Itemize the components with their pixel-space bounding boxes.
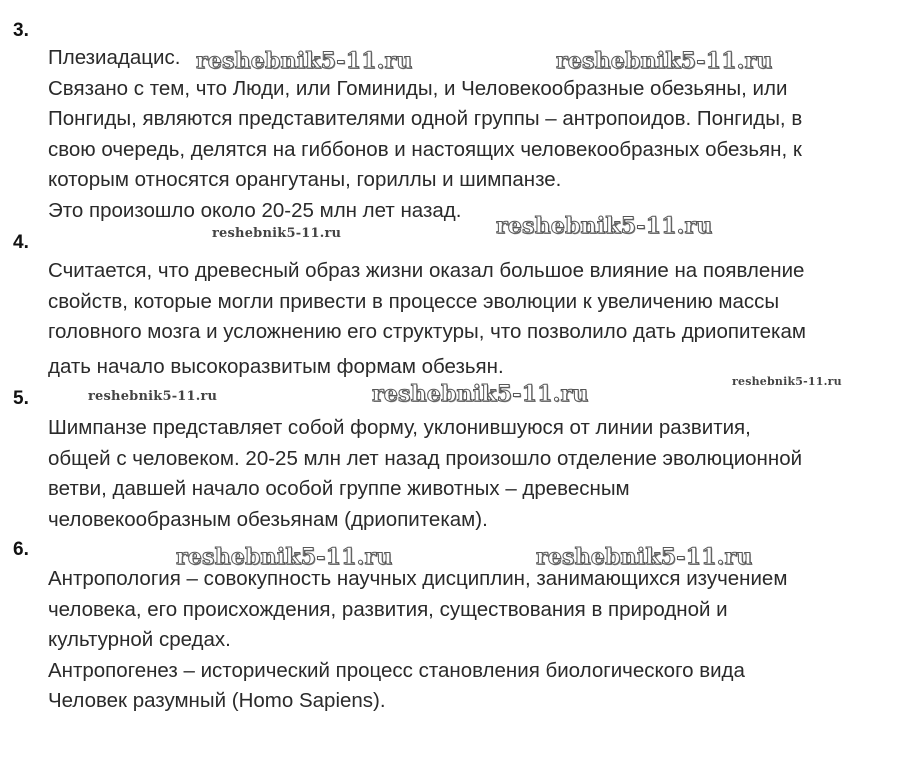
text-line: ветви, давшей начало особой группе животных – древесным (48, 477, 630, 500)
text-line: головного мозга и усложнению его структуры, что позволило дать дриопитекам (48, 320, 806, 343)
text-line: общей с человеком. 20-25 млн лет назад произошло отделение эволюционной (48, 446, 803, 470)
section-5-text (48, 413, 908, 535)
text-line: человекообразным обезьянам (дриопитекам). (48, 507, 488, 531)
text-line: человека, его происхождения, развития, существования в природной и (48, 597, 728, 621)
text-line: дать начало высокоразвитым формам обезьян. (48, 354, 504, 378)
section-number-3: 3. (13, 20, 29, 41)
watermark: reshebnik5-11.ru (732, 375, 842, 388)
text-line: Человек разумный (Homo Sapiens). (48, 689, 386, 712)
text-line: Понгиды, являются представителями одной группы – антропоидов. Понгиды, в (48, 107, 803, 130)
text-line: Шимпанзе представляет собой форму, уклонившуюся от линии развития, (48, 416, 751, 439)
watermark: reshebnik5-11.ru (88, 389, 218, 404)
text-line: Считается, что древесный образ жизни оказал большое влияние на появление (48, 259, 805, 282)
watermark: reshebnik5-11.ru (212, 226, 342, 241)
text-line: Антропогенез – исторический процесс становления биологического вида (48, 658, 745, 682)
text-line: которым относятся орангутаны, гориллы и шимпанзе. (48, 168, 562, 191)
watermark: reshebnik5-11.ru (496, 213, 713, 239)
section-number-6: 6. (13, 539, 29, 560)
watermark: reshebnik5-11.ru (556, 48, 773, 74)
watermark: reshebnik5-11.ru (536, 544, 753, 570)
section-4-text (48, 256, 908, 382)
text-line: свою очередь, делятся на гиббонов и настоящих человекообразных обезьян, к (48, 137, 802, 161)
text-line: культурной средах. (48, 628, 231, 651)
section-number-5: 5. (13, 388, 29, 409)
text-line: Связано с тем, что Люди, или Гоминиды, и Человекообразные обезьяны, или (48, 76, 788, 100)
text-line: Плезиадацис. (48, 46, 181, 69)
watermark: reshebnik5-11.ru (196, 48, 413, 74)
section-3-text (48, 43, 908, 226)
section-6-text (48, 564, 908, 717)
watermark: reshebnik5-11.ru (372, 381, 589, 407)
text-line: свойств, которые могли привести в процессе эволюции к увеличению массы (48, 289, 780, 313)
text-line: Антропология – совокупность научных дисциплин, занимающихся изучением (48, 567, 788, 590)
section-number-4: 4. (13, 232, 29, 253)
text-line: Это произошло около 20-25 млн лет назад. (48, 198, 462, 222)
watermark: reshebnik5-11.ru (176, 544, 393, 570)
